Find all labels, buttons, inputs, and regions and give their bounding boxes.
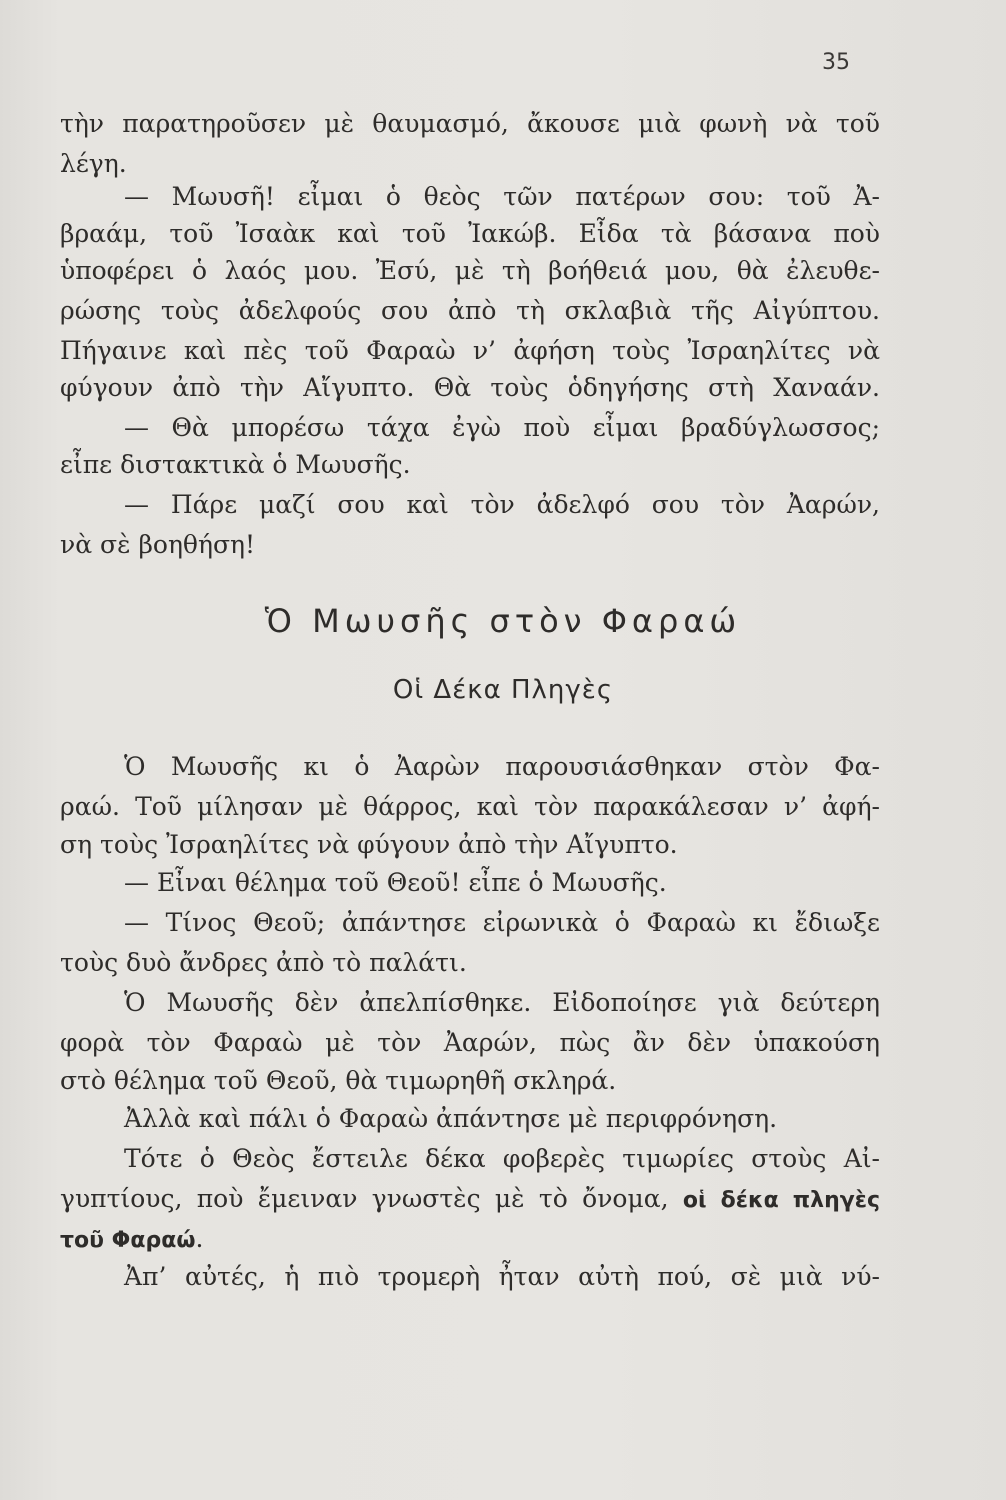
text-line: Ἀλλὰ καὶ πάλι ὁ Φαραὼ ἀπάντησε μὲ περιφρόνηση. <box>124 1104 778 1133</box>
text-line: — Πάρε μαζί σου καὶ τὸν ἀδελφό σου τὸν Ἀαρών, <box>124 490 880 519</box>
text-line: ρώσης τοὺς ἀδελφούς σου ἀπὸ τὴ σκλαβιὰ τῆς Αἰγύπτου. <box>60 296 880 325</box>
text-line: φύγουν ἀπὸ τὴν Αἴγυπτο. Θὰ τοὺς ὁδηγήσης στὴ Χαναάν. <box>60 373 880 402</box>
chapter-heading: Ὁ Μωυσῆς στὸν Φαραώ <box>264 602 742 640</box>
text-line: — Θὰ μπορέσω τάχα ἐγὼ ποὺ εἶμαι βραδύγλωσσος; <box>124 413 880 442</box>
text-line: φορὰ τὸν Φαραὼ μὲ τὸν Ἀαρών, πὼς ἂν δὲν ὑπακούση <box>60 1028 880 1057</box>
text-line: — Τίνος Θεοῦ; ἀπάντησε εἰρωνικὰ ὁ Φαραὼ κι ἔδιωξε <box>124 908 880 937</box>
text-line: — Εἶναι θέλημα τοῦ Θεοῦ! εἶπε ὁ Μωυσῆς. <box>124 868 667 897</box>
text-line: ση τοὺς Ἰσραηλίτες νὰ φύγουν ἀπὸ τὴν Αἴγυπτο. <box>60 830 678 859</box>
text-line: βραάμ, τοῦ Ἰσαὰκ καὶ τοῦ Ἰακώβ. Εἶδα τὰ βάσανα ποὺ <box>60 219 880 248</box>
text-line: — Μωυσῆ! εἶμαι ὁ θεὸς τῶν πατέρων σου: τοῦ Ἀ- <box>124 182 880 211</box>
chapter-subheading: Οἱ Δέκα Πληγὲς <box>392 675 614 705</box>
text-line: Τότε ὁ Θεὸς ἔστειλε δέκα φοβερὲς τιμωρίες στοὺς Αἰ- <box>124 1144 880 1173</box>
text-line: τοὺς δυὸ ἄνδρες ἀπὸ τὸ παλάτι. <box>60 948 467 977</box>
text-line: ὑποφέρει ὁ λαός μου. Ἐσύ, μὲ τὴ βοήθειά μου, θὰ ἐλευθε- <box>60 256 880 285</box>
text-line: Πήγαινε καὶ πὲς τοῦ Φαραὼ ν’ ἀφήση τοὺς Ἰσραηλίτες νὰ <box>60 336 880 365</box>
text-span: . <box>195 1224 204 1253</box>
text-line: τὴν παρατηροῦσεν μὲ θαυμασμό, ἄκουσε μιὰ φωνὴ νὰ τοῦ <box>60 109 880 138</box>
text-line: λέγη. <box>60 149 127 178</box>
text-line <box>60 1179 880 1219</box>
text-line: ραώ. Τοῦ μίλησαν μὲ θάρρος, καὶ τὸν παρακάλεσαν ν’ ἀφή- <box>60 792 880 821</box>
text-line: Ὁ Μωυσῆς κι ὁ Ἀαρὼν παρουσιάσθηκαν στὸν Φα- <box>124 752 880 781</box>
text-line: Ὁ Μωυσῆς δὲν ἀπελπίσθηκε. Εἰδοποίησε γιὰ δεύτερη <box>124 988 880 1017</box>
text-span: γυπτίους, ποὺ ἔμειναν γνωστὲς μὲ τὸ ὄνομα, <box>60 1184 669 1213</box>
bold-phrase: τοῦ Φαραώ <box>60 1228 196 1253</box>
bold-phrase: οἱ δέκα πληγὲς <box>682 1188 881 1213</box>
text-line: νὰ σὲ βοηθήση! <box>60 530 256 559</box>
page-number: 35 <box>822 50 850 75</box>
text-line: εἶπε διστακτικὰ ὁ Μωυσῆς. <box>60 450 411 479</box>
text-line <box>60 1219 880 1259</box>
text-line: Ἀπ’ αὐτές, ἡ πιὸ τρομερὴ ἦταν αὐτὴ πού, σὲ μιὰ νύ- <box>124 1262 880 1291</box>
text-line: στὸ θέλημα τοῦ Θεοῦ, θὰ τιμωρηθῆ σκληρά. <box>60 1066 617 1095</box>
